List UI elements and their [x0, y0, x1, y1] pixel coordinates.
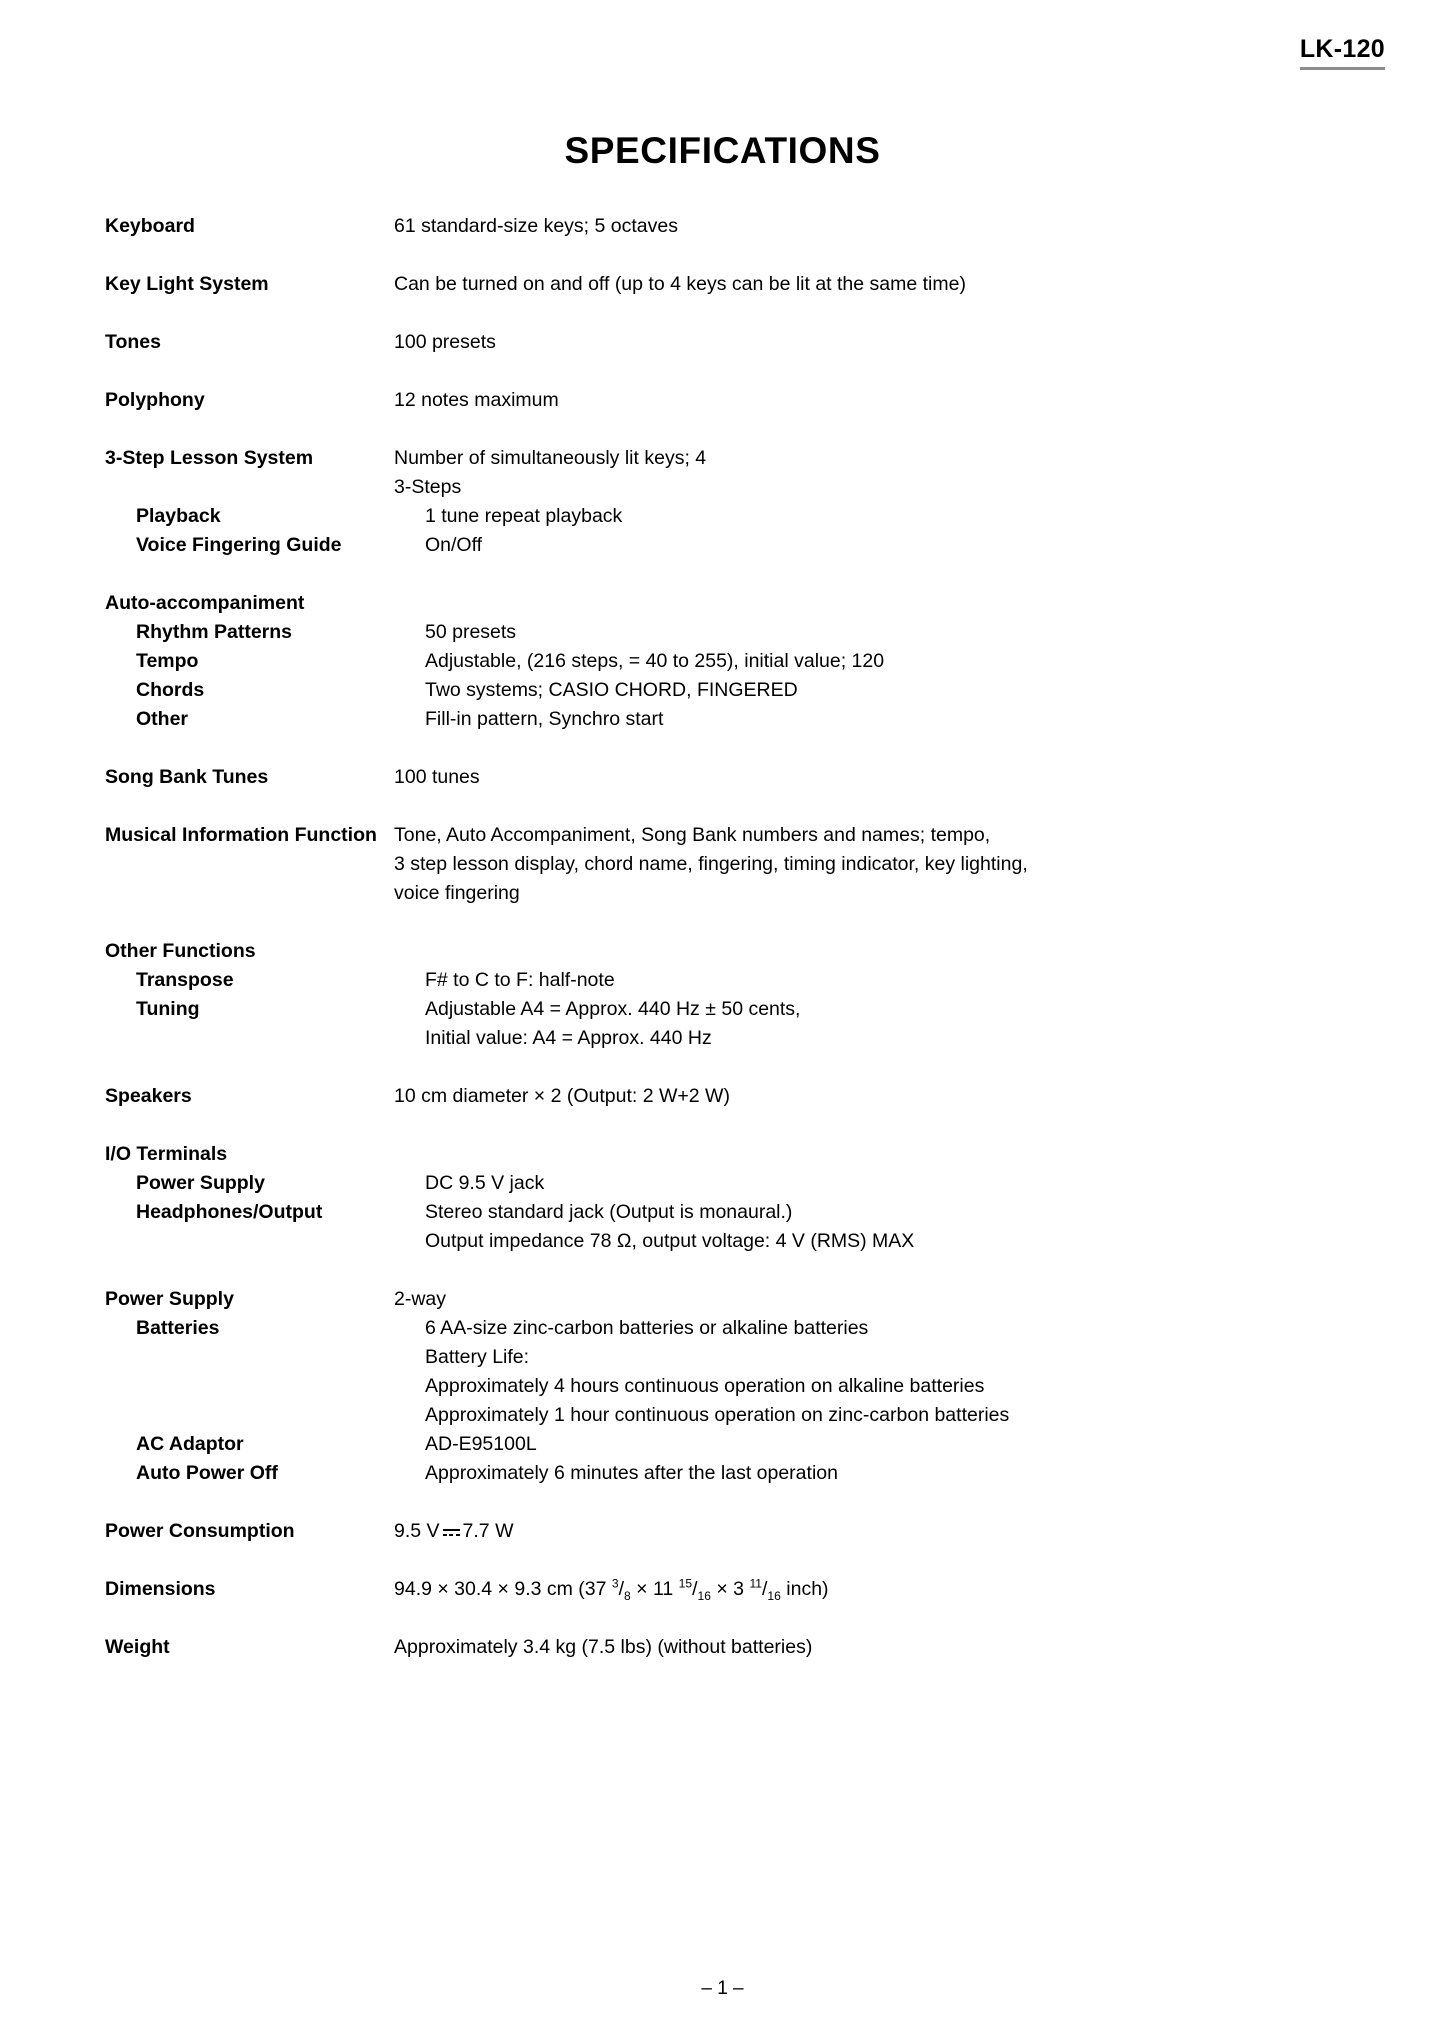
- spec-value-line: On/Off: [425, 534, 483, 556]
- spec-row: [105, 1633, 1355, 1662]
- spec-value-line: voice fingering: [394, 882, 520, 904]
- spec-value-line: 50 presets: [425, 621, 517, 643]
- spec-label: AC Adaptor: [136, 1433, 244, 1455]
- spec-value-line: Output impedance 78 Ω, output voltage: 4 V (RMS) MAX: [425, 1230, 915, 1252]
- spec-row: [105, 763, 1355, 792]
- spec-row: [105, 1140, 1355, 1169]
- spec-value-line: Battery Life:: [425, 1346, 530, 1368]
- spec-value-line: Approximately 3.4 kg (7.5 lbs) (without batteries): [394, 1636, 813, 1658]
- spec-row: [105, 502, 1355, 531]
- dimensions-mid-2: × 3: [710, 1578, 750, 1600]
- spec-label: Power Supply: [136, 1172, 265, 1194]
- spec-value: [394, 270, 1355, 299]
- spec-row: [105, 1169, 1355, 1198]
- spec-value-line: Tone, Auto Accompaniment, Song Bank numbers and names; tempo,: [394, 824, 991, 846]
- page-footer: – 1 –: [701, 1978, 744, 1999]
- dimensions-value: [394, 1575, 1355, 1604]
- specifications-table: [105, 212, 1355, 1662]
- spec-label: Chords: [136, 679, 205, 701]
- spec-row: [105, 1575, 1355, 1604]
- dimensions-tail: inch): [780, 1578, 829, 1600]
- spec-value-line: 2-way: [394, 1288, 447, 1310]
- spec-row: [105, 212, 1355, 241]
- spec-label: Power Consumption: [105, 1520, 295, 1542]
- spec-value-line: 100 tunes: [394, 766, 480, 788]
- spec-value: [425, 502, 1355, 531]
- spec-row: [105, 676, 1355, 705]
- spec-label: Auto-accompaniment: [105, 592, 305, 614]
- spec-value-line: Stereo standard jack (Output is monaural.): [425, 1201, 793, 1223]
- spec-value: [425, 1314, 1355, 1430]
- spec-row: [105, 531, 1355, 560]
- spec-row: [105, 444, 1355, 502]
- spec-label: Playback: [136, 505, 221, 527]
- fraction-2-numerator: 15: [678, 1576, 693, 1591]
- spec-value-line: 100 presets: [394, 331, 496, 353]
- spec-row: [105, 618, 1355, 647]
- spec-value-line: Approximately 1 hour continuous operation on zinc-carbon batteries: [425, 1404, 1010, 1426]
- spec-label: Batteries: [136, 1317, 220, 1339]
- spec-value-line: 10 cm diameter × 2 (Output: 2 W+2 W): [394, 1085, 730, 1107]
- spec-row: [105, 1517, 1355, 1546]
- spec-row: [105, 937, 1355, 966]
- spec-label: Keyboard: [105, 215, 195, 237]
- spec-label: Tempo: [136, 650, 199, 672]
- spec-value-line: [394, 589, 1355, 618]
- spec-label: Transpose: [136, 969, 234, 991]
- spec-value: [394, 1633, 1355, 1662]
- page-title: SPECIFICATIONS: [564, 130, 881, 171]
- spec-value: [394, 1517, 1355, 1546]
- spec-value: [394, 937, 1355, 966]
- spec-row: [105, 328, 1355, 357]
- spec-label: Weight: [105, 1636, 170, 1658]
- spec-row: [105, 1459, 1355, 1488]
- spec-label: Headphones/Output: [136, 1201, 323, 1223]
- document-header: [1300, 36, 1385, 70]
- spec-label: Other Functions: [105, 940, 256, 962]
- fraction-1-denominator: 8: [624, 1588, 631, 1603]
- spec-value: [394, 763, 1355, 792]
- fraction-2-denominator: 16: [697, 1588, 711, 1603]
- spec-label: Voice Fingering Guide: [136, 534, 342, 556]
- spec-label: Musical Information Function: [105, 824, 377, 846]
- spec-value-line: AD-E95100L: [425, 1433, 537, 1455]
- spec-value: [425, 966, 1355, 995]
- fraction-3-numerator: 11: [749, 1576, 762, 1591]
- fraction-3-denominator: 16: [767, 1588, 781, 1603]
- spec-value: [425, 1430, 1355, 1459]
- spec-value-line: DC 9.5 V jack: [425, 1172, 545, 1194]
- spec-value-line: Number of simultaneously lit keys; 4: [394, 447, 707, 469]
- fraction-1-slash: /: [618, 1578, 625, 1600]
- spec-row: [105, 1430, 1355, 1459]
- spec-value: [425, 618, 1355, 647]
- spec-value: [425, 995, 1355, 1053]
- power-voltage: 9.5 V: [394, 1520, 440, 1542]
- spec-label: Rhythm Patterns: [136, 621, 293, 643]
- spec-label: I/O Terminals: [105, 1143, 228, 1165]
- spec-label: Key Light System: [105, 273, 269, 295]
- spec-row: [105, 270, 1355, 299]
- spec-label: Speakers: [105, 1085, 192, 1107]
- spec-value-line: Approximately 4 hours continuous operation on alkaline batteries: [425, 1375, 985, 1397]
- spec-value: [425, 1459, 1355, 1488]
- spec-value: [425, 705, 1355, 734]
- spec-label: Auto Power Off: [136, 1462, 278, 1484]
- spec-value-line: Approximately 6 minutes after the last operation: [425, 1462, 838, 1484]
- spec-value-line: Adjustable A4 = Approx. 440 Hz ± 50 cents,: [425, 998, 801, 1020]
- spec-value: [394, 1082, 1355, 1111]
- spec-row: [105, 1314, 1355, 1430]
- spec-value: [394, 328, 1355, 357]
- spec-value: [425, 531, 1355, 560]
- fraction-1-numerator: 3: [611, 1576, 619, 1591]
- spec-value: [394, 444, 1355, 502]
- spec-row: [105, 1285, 1355, 1314]
- spec-label: Polyphony: [105, 389, 205, 411]
- spec-value-line: [394, 937, 1355, 966]
- spec-value-line: 61 standard-size keys; 5 octaves: [394, 215, 678, 237]
- spec-row: [105, 995, 1355, 1053]
- power-wattage: 7.7 W: [462, 1520, 514, 1542]
- spec-row: [105, 1198, 1355, 1256]
- spec-value: [394, 821, 1355, 908]
- fraction-3-slash: /: [761, 1578, 768, 1600]
- spec-value-line: 6 AA-size zinc-carbon batteries or alkaline batteries: [425, 1317, 869, 1339]
- spec-label: Dimensions: [105, 1578, 216, 1600]
- spec-row: [105, 647, 1355, 676]
- spec-value-line: Two systems; CASIO CHORD, FINGERED: [425, 679, 798, 701]
- spec-value-line: 3-Steps: [394, 476, 462, 498]
- spec-value-line: 1 tune repeat playback: [425, 505, 623, 527]
- spec-value-line: [394, 1140, 1355, 1169]
- spec-value: [425, 1198, 1355, 1256]
- spec-row: [105, 589, 1355, 618]
- spec-label: Tuning: [136, 998, 200, 1020]
- spec-label: Song Bank Tunes: [105, 766, 269, 788]
- spec-value: [394, 589, 1355, 618]
- spec-value: [394, 1140, 1355, 1169]
- spec-label: Other: [136, 708, 189, 730]
- spec-row: [105, 966, 1355, 995]
- spec-value: [425, 1169, 1355, 1198]
- spec-value-line: Can be turned on and off (up to 4 keys can be lit at the same time): [394, 273, 966, 295]
- spec-value-line: 12 notes maximum: [394, 389, 559, 411]
- dimensions-mid-1: × 11: [630, 1578, 679, 1600]
- spec-value-line: 3 step lesson display, chord name, fingering, timing indicator, key lighting,: [394, 853, 1028, 875]
- spec-value: [425, 647, 1355, 676]
- power-consumption-value: [394, 1517, 1355, 1546]
- spec-row: [105, 821, 1355, 908]
- spec-row: [105, 705, 1355, 734]
- spec-value: [394, 1285, 1355, 1314]
- dimensions-metric: 94.9 × 30.4 × 9.3 cm (37: [394, 1578, 612, 1600]
- spec-label: 3-Step Lesson System: [105, 447, 314, 469]
- spec-value: [394, 1575, 1355, 1604]
- dc-current-icon: [443, 1525, 460, 1539]
- spec-value: [394, 386, 1355, 415]
- spec-row: [105, 386, 1355, 415]
- spec-label: Power Supply: [105, 1288, 234, 1310]
- spec-value-line: F# to C to F: half-note: [425, 969, 615, 991]
- spec-label: Tones: [105, 331, 161, 353]
- model-number: LK-120: [1300, 36, 1385, 70]
- fraction-2-slash: /: [692, 1578, 698, 1600]
- spec-value: [394, 212, 1355, 241]
- spec-row: [105, 1082, 1355, 1111]
- spec-value-line: Fill-in pattern, Synchro start: [425, 708, 664, 730]
- spec-value: [425, 676, 1355, 705]
- spec-value-line: Adjustable, (216 steps, = 40 to 255), initial value; 120: [425, 650, 885, 672]
- spec-value-line: Initial value: A4 = Approx. 440 Hz: [425, 1027, 712, 1049]
